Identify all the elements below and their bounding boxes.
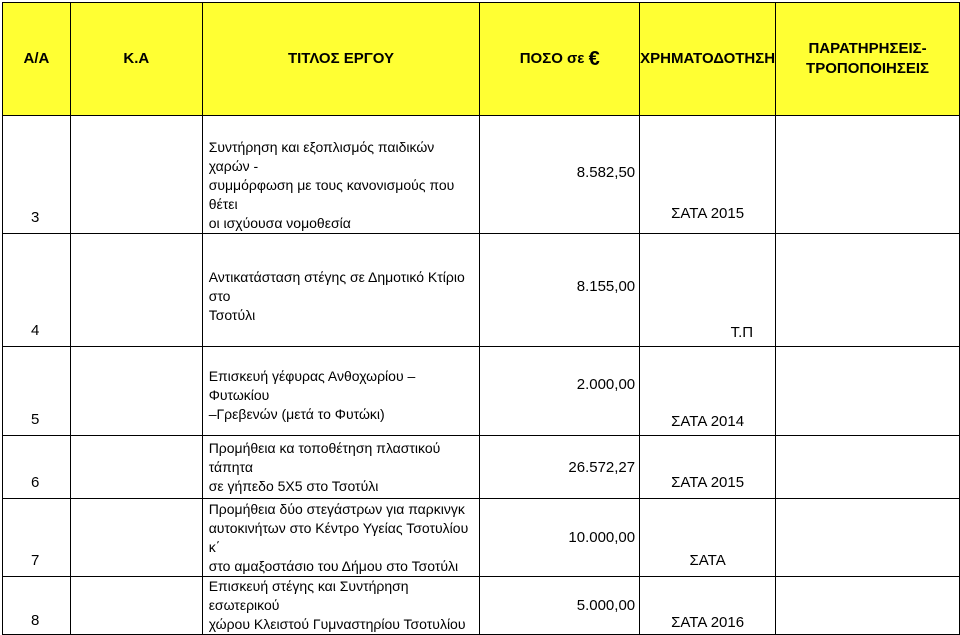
row-title-line: Αντικατάσταση στέγης σε Δημοτικό Κτίριο στο bbox=[208, 269, 465, 304]
row-title-line: Προμήθεια δύο στεγάστρων για παρκινγκ bbox=[208, 500, 465, 517]
row-title-line: συμμόρφωση με τους κανονισμούς που θέτει bbox=[208, 177, 455, 212]
row-ka bbox=[70, 577, 202, 635]
row-number: 5 bbox=[3, 347, 71, 436]
row-title-line: Τσοτύλι bbox=[208, 307, 256, 323]
table-row bbox=[3, 577, 960, 635]
header-funding: ΧΡΗΜΑΤΟΔΟΤΗΣΗ bbox=[640, 3, 776, 116]
row-title bbox=[202, 577, 480, 635]
row-ka bbox=[70, 234, 202, 347]
header-notes-line1: ΠΑΡΑΤΗΡΗΣΕΙΣ- bbox=[808, 40, 927, 57]
row-title-line: Επισκευή γέφυρας Ανθοχωρίου –Φυτωκίου bbox=[208, 368, 416, 403]
row-title-line: χώρου Κλειστού Γυμναστηρίου Τσοτυλίου bbox=[208, 616, 466, 632]
row-title-line: αυτοκινήτων στο Κέντρο Υγείας Τσοτυλίου κ΄ bbox=[208, 519, 469, 555]
row-number: 7 bbox=[3, 499, 71, 577]
header-title: ΤΙΤΛΟΣ ΕΡΓΟΥ bbox=[202, 3, 480, 116]
table-row bbox=[3, 436, 960, 499]
row-number: 3 bbox=[3, 116, 71, 234]
euro-icon: € bbox=[588, 48, 600, 70]
row-ka bbox=[70, 436, 202, 499]
row-title-line: Συντήρηση και εξοπλισμός παιδικών χαρών - bbox=[208, 139, 435, 174]
row-notes bbox=[776, 436, 960, 499]
row-title bbox=[202, 347, 480, 436]
header-amount-label: ΠΟΣΟ σε bbox=[519, 50, 585, 67]
row-amount: 8.582,50 bbox=[480, 116, 640, 234]
row-title-line: Προμήθεια κα τοποθέτηση πλαστικού τάπητα bbox=[208, 439, 441, 475]
row-title-line: στο αμαξοστάσιο του Δήμου στο Τσοτύλι bbox=[208, 557, 459, 574]
header-ka: Κ.Α bbox=[70, 3, 202, 116]
row-title bbox=[202, 116, 480, 234]
row-funding: Τ.Π bbox=[640, 234, 776, 347]
table-row bbox=[3, 499, 960, 577]
row-notes bbox=[776, 347, 960, 436]
row-number: 6 bbox=[3, 436, 71, 499]
row-title bbox=[202, 234, 480, 347]
row-funding: ΣΑΤΑ 2014 bbox=[640, 347, 776, 436]
row-amount: 26.572,27 bbox=[480, 436, 640, 499]
table-row bbox=[3, 234, 960, 347]
header-notes-line2: ΤΡΟΠΟΠΟΙΗΣΕΙΣ bbox=[806, 60, 930, 77]
header-row bbox=[3, 3, 960, 116]
row-title-line: –Γρεβενών (μετά το Φυτώκι) bbox=[208, 406, 385, 422]
row-funding: ΣΑΤΑ 2016 bbox=[640, 577, 776, 635]
row-number: 4 bbox=[3, 234, 71, 347]
row-ka bbox=[70, 499, 202, 577]
row-amount: 8.155,00 bbox=[480, 234, 640, 347]
row-notes bbox=[776, 499, 960, 577]
row-title-line: σε γήπεδο 5Χ5 στο Τσοτύλι bbox=[208, 477, 379, 494]
row-funding: ΣΑΤΑ 2015 bbox=[640, 436, 776, 499]
row-title bbox=[202, 499, 480, 577]
row-title bbox=[202, 436, 480, 499]
row-amount: 2.000,00 bbox=[480, 347, 640, 436]
table-row bbox=[3, 116, 960, 234]
row-notes bbox=[776, 577, 960, 635]
row-notes bbox=[776, 116, 960, 234]
row-notes bbox=[776, 234, 960, 347]
row-title-line: οι ισχύουσα νομοθεσία bbox=[208, 215, 351, 231]
header-aa: Α/Α bbox=[3, 3, 71, 116]
header-notes bbox=[776, 3, 960, 116]
projects-table bbox=[2, 2, 960, 635]
table-row bbox=[3, 347, 960, 436]
row-funding: ΣΑΤΑ bbox=[640, 499, 776, 577]
row-ka bbox=[70, 347, 202, 436]
row-ka bbox=[70, 116, 202, 234]
row-amount: 10.000,00 bbox=[480, 499, 640, 577]
row-funding: ΣΑΤΑ 2015 bbox=[640, 116, 776, 234]
row-number: 8 bbox=[3, 577, 71, 635]
row-amount: 5.000,00 bbox=[480, 577, 640, 635]
header-amount bbox=[480, 3, 640, 116]
row-title-line: Επισκευή στέγης και Συντήρηση εσωτερικού bbox=[208, 578, 409, 613]
